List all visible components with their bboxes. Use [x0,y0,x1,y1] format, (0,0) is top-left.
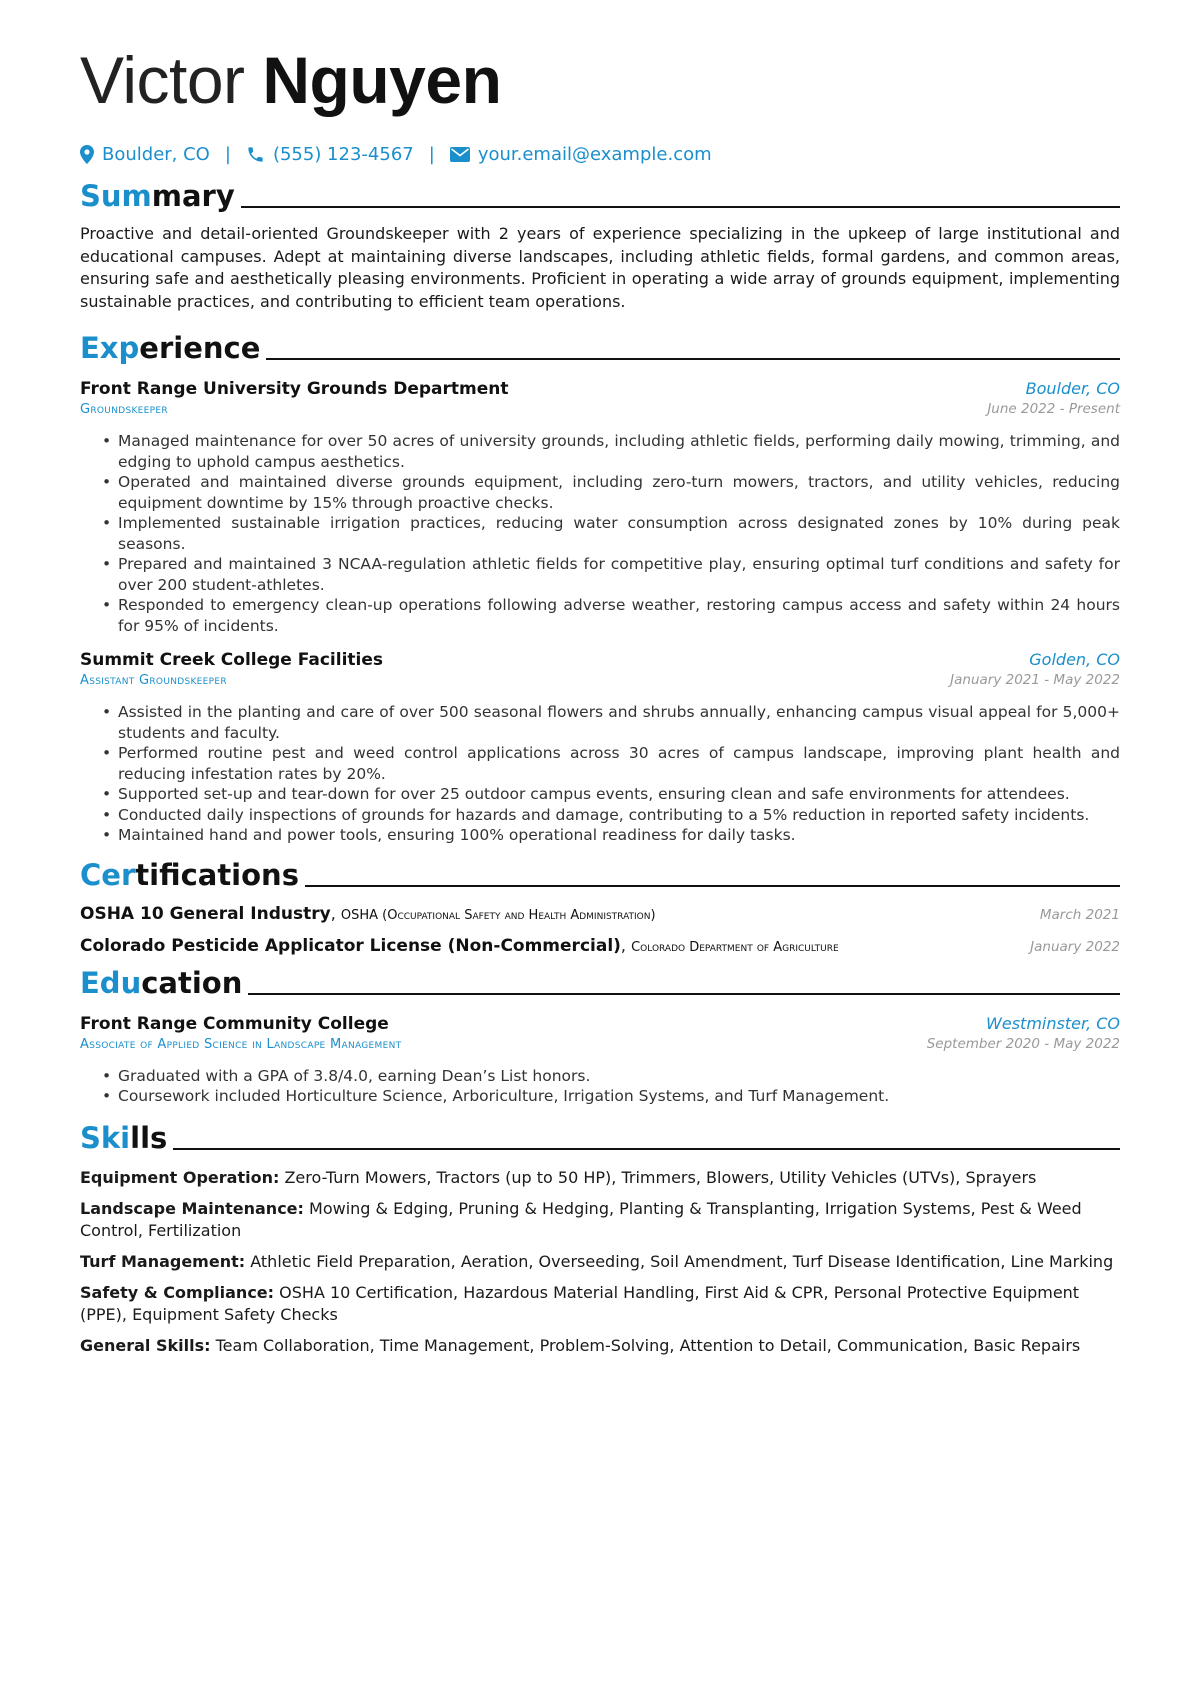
contact-email[interactable] [450,144,712,165]
heading-accent: Exp [80,331,140,365]
contact-phone[interactable] [246,144,414,165]
heading-accent: Cer [80,857,136,892]
phone-icon [246,145,265,164]
contact-location [80,144,210,165]
heading-rest: lls [130,1120,168,1155]
section-rule [305,885,1120,887]
heading-rest: cation [141,965,243,1000]
skill-category: Safety & Compliance: [80,1282,275,1302]
section-rule [248,993,1120,995]
job-header-row [80,379,1120,399]
skills-heading [80,1121,1120,1155]
section-title [80,331,260,365]
section-rule [266,358,1120,360]
certification-item [80,936,1120,956]
section-title [80,858,299,892]
heading-rest: erience [139,331,261,365]
job-subheader-row [80,670,1120,688]
certification-date: January 2022 [1030,938,1120,955]
certification-item [80,904,1120,924]
skill-items: Athletic Field Preparation, Aeration, Overseeding, Soil Amendment, Turf Disease Identification, Line Marking [250,1251,1114,1271]
list-item: • Implemented sustainable irrigation practices, reducing water consumption across designated zones by 10% during peak seasons. [102,513,1120,554]
job-dates: June 2022 - Present [987,401,1120,417]
certifications-heading [80,858,1120,892]
school-location: Westminster, CO [986,1013,1120,1033]
heading-accent: Ski [80,1120,131,1155]
candidate-name [80,40,1120,120]
section-title [80,179,235,213]
list-item: • Performed routine pest and weed control applications across 30 acres of campus landscape, improving plant health and reducing infestation rates by 20%. [102,743,1120,784]
heading-rest: mary [151,179,235,213]
education-subheader-row [80,1034,1120,1052]
skill-items: Zero-Turn Mowers, Tractors (up to 50 HP), Trimmers, Blowers, Utility Vehicles (UTVs), Sprayers [284,1167,1037,1187]
skill-category: Turf Management: [80,1251,246,1271]
certification-issuer: OSHA (Occupational Safety and Health Administration) [340,907,656,923]
section-title [80,966,242,1000]
education-dates: September 2020 - May 2022 [926,1035,1120,1052]
map-pin-icon [80,145,94,164]
skill-items: Team Collaboration, Time Management, Problem-Solving, Attention to Detail, Communication, Basic Repairs [215,1335,1081,1355]
section-rule [173,1148,1120,1150]
skill-items: OSHA 10 Certification, Hazardous Material Handling, First Aid & CPR, Personal Protective Equipment (PPE), Equipment Safety Checks [80,1282,1080,1324]
job-role: Groundskeeper [80,402,168,417]
skill-category: Landscape Maintenance: [80,1198,304,1218]
skill-group [80,1282,1120,1326]
skill-category: General Skills: [80,1335,211,1355]
list-item: • Prepared and maintained 3 NCAA-regulation athletic fields for competitive play, ensuring optimal turf conditions and safety for over 200 student-athletes. [102,554,1120,595]
skill-group [80,1335,1120,1357]
contact-separator: | [224,144,231,165]
list-item: • Coursework included Horticulture Science, Arboriculture, Irrigation Systems, and Turf Management. [102,1086,1120,1107]
school-name: Front Range Community College [80,1013,389,1034]
list-item: • Maintained hand and power tools, ensuring 100% operational readiness for daily tasks. [102,825,1120,846]
education-bullets [80,1066,1120,1107]
education-heading [80,966,1120,1000]
heading-accent: Sum [80,179,152,213]
education-header-row [80,1014,1120,1034]
section-rule [241,206,1120,208]
skill-group [80,1167,1120,1189]
certification-issuer: Colorado Department of Agriculture [631,939,839,955]
list-item: • Responded to emergency clean-up operations following adverse weather, restoring campus access and safety within 24 hours for 95% of incidents. [102,595,1120,636]
phone-text: (555) 123-4567 [272,144,414,165]
experience-heading [80,331,1120,365]
location-text: Boulder, CO [102,144,210,165]
job-org: Front Range University Grounds Department [80,379,509,399]
skill-category: Equipment Operation: [80,1167,280,1187]
education-entry [80,1014,1120,1107]
job-header-row [80,650,1120,670]
certification-name: Colorado Pesticide Applicator License (Non-Commercial) [80,935,621,956]
last-name: Nguyen [262,43,502,117]
section-title [80,1121,167,1155]
job-entry [80,650,1120,846]
certification-text: OSHA 10 General Industry, OSHA (Occupational Safety and Health Administration) [80,903,656,924]
job-dates: January 2021 - May 2022 [950,672,1120,688]
job-role: Assistant Groundskeeper [80,673,227,688]
list-item: • Graduated with a GPA of 3.8/4.0, earning Dean’s List honors. [102,1066,1120,1087]
contact-bar [80,144,1120,165]
list-item: • Conducted daily inspections of grounds for hazards and damage, contributing to a 5% reduction in reported safety incidents. [102,805,1120,826]
list-item: • Assisted in the planting and care of over 500 seasonal flowers and shrubs annually, enhancing campus visual appeal for 5,000+ students and faculty. [102,702,1120,743]
skill-group [80,1251,1120,1273]
job-location: Golden, CO [1029,650,1120,669]
list-item: • Managed maintenance for over 50 acres of university grounds, including athletic fields, performing daily mowing, trimming, and edging to uphold campus aesthetics. [102,431,1120,472]
job-location: Boulder, CO [1025,379,1120,398]
contact-separator: | [428,144,435,165]
summary-heading [80,179,1120,213]
job-org: Summit Creek College Facilities [80,650,383,670]
email-text: your.email@example.com [477,144,712,165]
certification-date: March 2021 [1039,906,1120,923]
job-bullets [80,431,1120,636]
list-item: • Supported set-up and tear-down for over 25 outdoor campus events, ensuring clean and safe environments for attendees. [102,784,1120,805]
first-name: Victor [80,43,245,117]
job-entry [80,379,1120,636]
heading-accent: Edu [80,965,142,1000]
certification-text: Colorado Pesticide Applicator License (Non-Commercial), Colorado Department of Agriculture [80,935,839,956]
certification-name: OSHA 10 General Industry [80,903,331,924]
list-item: • Operated and maintained diverse grounds equipment, including zero-turn mowers, tractors, and utility vehicles, reducing equipment downtime by 15% through proactive checks. [102,472,1120,513]
envelope-icon [450,147,470,162]
skill-group [80,1198,1120,1242]
heading-rest: tifications [135,857,299,892]
skill-items: Mowing & Edging, Pruning & Hedging, Planting & Transplanting, Irrigation Systems, Pest & Weed Control, Fertilization [80,1198,1082,1240]
degree: Associate of Applied Science in Landscape Management [80,1036,402,1052]
job-subheader-row [80,399,1120,417]
job-bullets [80,702,1120,846]
summary-text: Proactive and detail-oriented Groundskeeper with 2 years of experience specializing in the upkeep of large institutional and educational campuses. Adept at maintaining diverse landscapes, including athletic fields, formal gardens, and common areas, ensuring safe and aesthetically pleasing environments. Proficient in operating a wide array of grounds equipment, implementing sustainable practices, and contributing to efficient team operations. [80,224,1120,311]
